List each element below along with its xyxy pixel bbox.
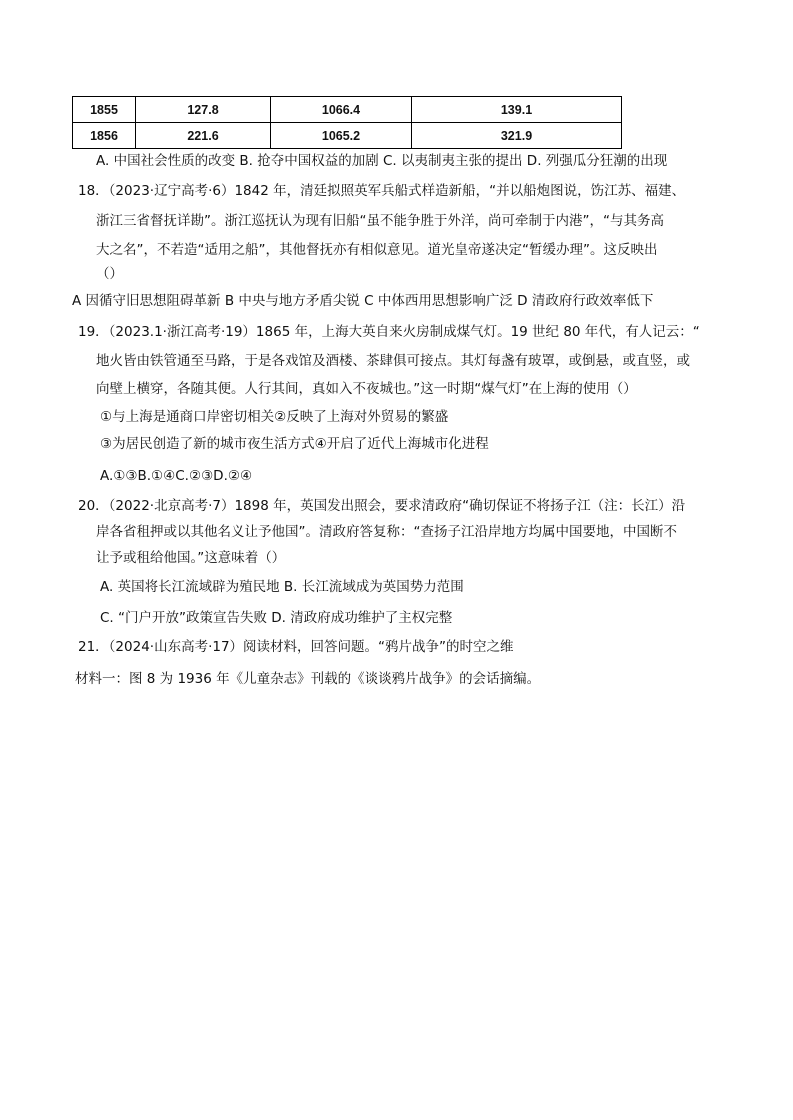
q19-item-line: ③为居民创造了新的城市夜生活方式④开启了近代上海城市化进程 bbox=[100, 436, 489, 452]
q18-stem-line: （） bbox=[96, 266, 123, 282]
table-cell: 1856 bbox=[73, 123, 136, 149]
q19-options: A.①③B.①④C.②③D.②④ bbox=[100, 468, 253, 484]
q18-stem-line: 大之名”，不若造“适用之船”，其他督抚亦有相似意见。道光皇帝遂决定“暂缓办理”。这反映出 bbox=[96, 242, 658, 258]
table-cell: 321.9 bbox=[412, 123, 622, 149]
q18-stem-line: 18．（2023·辽宁高考·6）1842 年，清廷拟照英军兵船式样造新船，“并以船炮图说，饬江苏、福建、 bbox=[78, 183, 686, 199]
table-row bbox=[73, 97, 622, 123]
table-cell: 139.1 bbox=[412, 97, 622, 123]
table-row bbox=[73, 123, 622, 149]
table-cell: 127.8 bbox=[136, 97, 271, 123]
q19-stem-line: 向壁上横穿，各随其便。人行其间，真如入不夜城也。”这一时期“煤气灯”在上海的使用（） bbox=[96, 381, 637, 397]
q20-options-cd: C. “门户开放”政策宣告失败 D. 清政府成功维护了主权完整 bbox=[100, 610, 453, 626]
q19-stem-line: 地火皆由铁管通至马路，于是各戏馆及酒楼、茶肆俱可接点。其灯每盏有玻罩，或倒悬，或直竖，或 bbox=[96, 353, 690, 369]
q21-material-line: 材料一：图 8 为 1936 年《儿童杂志》刊载的《谈谈鸦片战争》的会话摘编。 bbox=[75, 671, 541, 687]
table-cell: 1065.2 bbox=[271, 123, 412, 149]
q20-stem-line: 让予或租给他国。”这意味着（） bbox=[96, 550, 286, 566]
q20-stem-line: 20．（2022·北京高考·7）1898 年，英国发出照会，要求清政府“确切保证不将扬子江（注：长江）沿 bbox=[78, 498, 686, 514]
q20-options-ab: A. 英国将长江流域辟为殖民地 B. 长江流域成为英国势力范围 bbox=[100, 579, 464, 595]
q18-stem-line: 浙江三省督抚详勘”。浙江巡抚认为现有旧船“虽不能争胜于外洋，尚可牵制于内港”，“与其务高 bbox=[96, 213, 664, 229]
q19-stem-line: 19．（2023.1·浙江高考·19）1865 年，上海大英自来火房制成煤气灯。19 世纪 80 年代，有人记云：“ bbox=[78, 324, 700, 340]
table-cell: 221.6 bbox=[136, 123, 271, 149]
q21-stem-line: 21．（2024·山东高考·17）阅读材料，回答问题。“鸦片战争”的时空之维 bbox=[78, 639, 514, 655]
q19-item-line: ①与上海是通商口岸密切相关②反映了上海对外贸易的繁盛 bbox=[100, 409, 449, 425]
q17-options: A. 中国社会性质的改变 B. 抢夺中国权益的加剧 C. 以夷制夷主张的提出 D. 列强瓜分狂潮的出现 bbox=[96, 153, 668, 169]
table-cell: 1855 bbox=[73, 97, 136, 123]
table-cell: 1066.4 bbox=[271, 97, 412, 123]
q18-options: A 因循守旧思想阻碍革新 B 中央与地方矛盾尖锐 C 中体西用思想影响广泛 D 清政府行政效率低下 bbox=[72, 293, 654, 309]
trade-data-table bbox=[72, 96, 622, 149]
q20-stem-line: 岸各省租押或以其他名义让予他国”。清政府答复称：“查扬子江沿岸地方均属中国要地，中国断不 bbox=[96, 524, 677, 540]
